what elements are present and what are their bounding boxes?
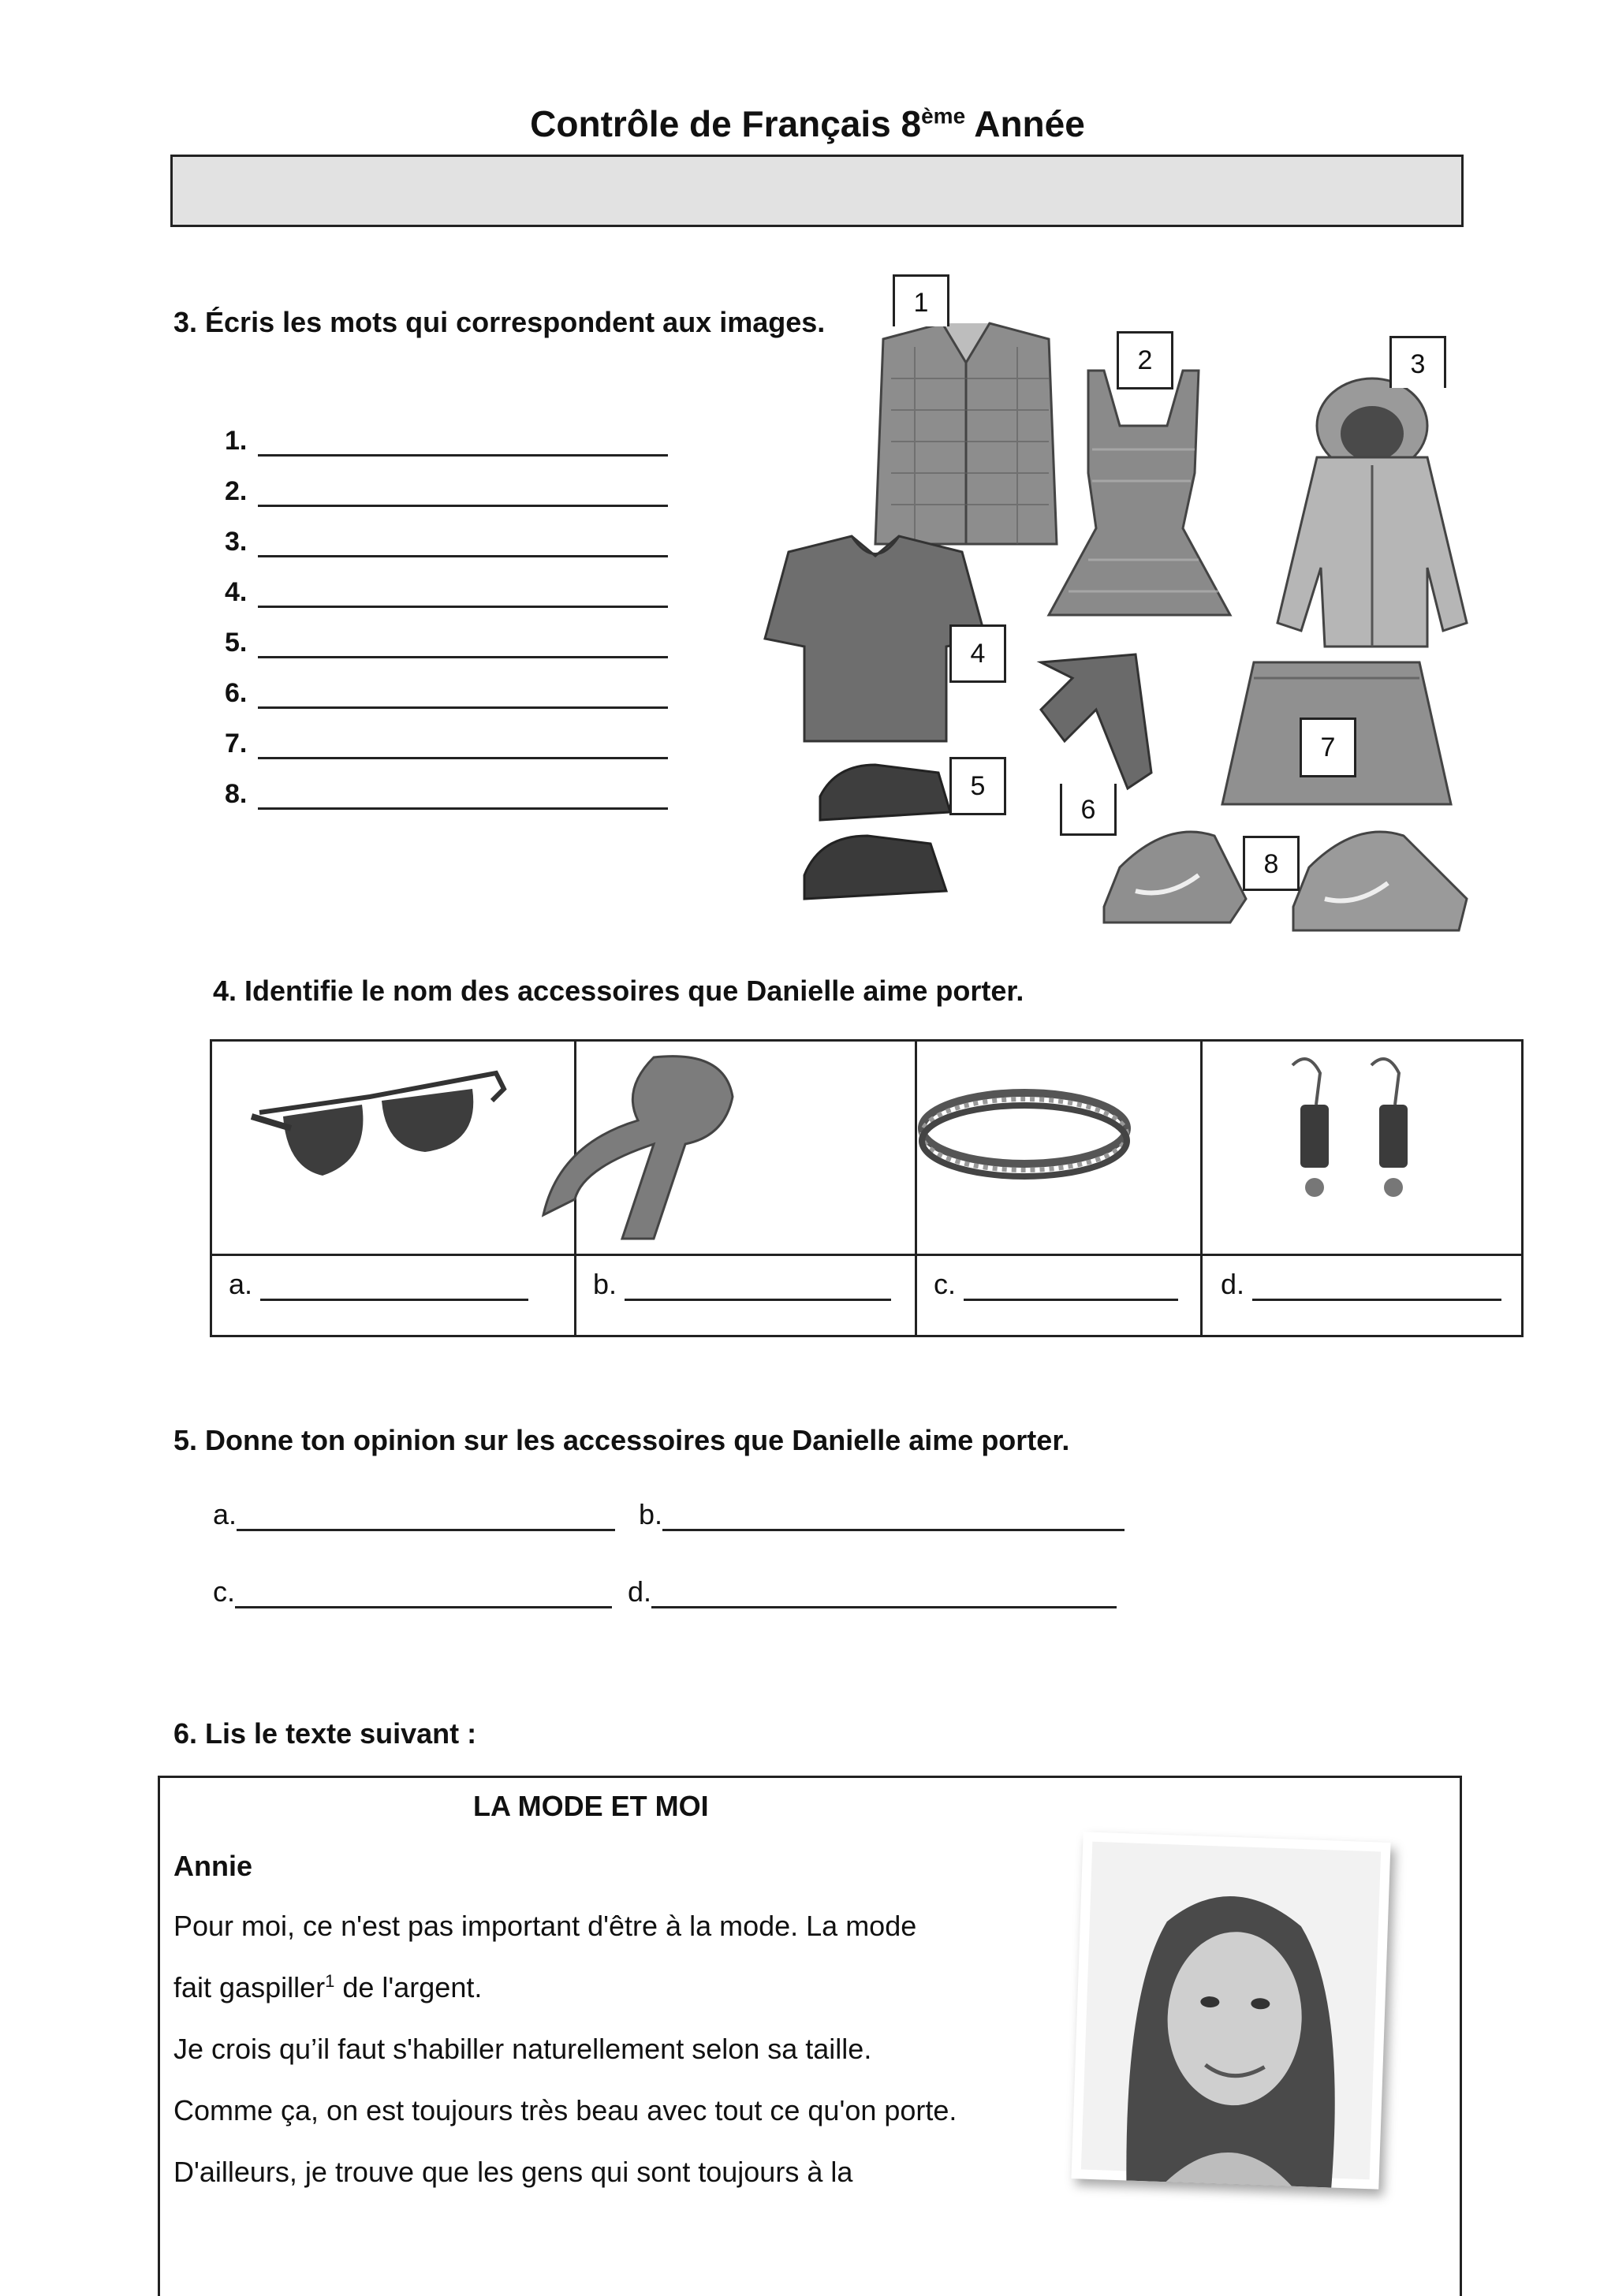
image-tag-8: 8 [1243, 836, 1300, 891]
image-tag-5: 5 [949, 757, 1006, 815]
line-number: 3. [225, 527, 248, 557]
sunglasses-image [252, 1073, 504, 1176]
page-title [0, 102, 1615, 145]
portrait-image [1071, 1832, 1390, 2189]
answer-line-5[interactable] [225, 628, 668, 658]
q3-title: 3. Écris les mots qui correspondent aux images. [173, 306, 826, 338]
text-line-4: Comme ça, on est toujours très beau avec tout ce qu'on porte. [173, 2094, 957, 2126]
line-number: 2. [225, 476, 248, 506]
bracelet-image [922, 1093, 1127, 1176]
image-tag-1: 1 [893, 274, 949, 326]
shirt-image [875, 323, 1057, 544]
title-year: Année [974, 103, 1085, 144]
opinion-line-b[interactable] [639, 1498, 1125, 1531]
accessory-answer-a[interactable] [229, 1268, 528, 1301]
parka-image [1277, 378, 1467, 647]
portrait-photo [1071, 1832, 1390, 2189]
footnote-marker: 1 [325, 1971, 335, 1991]
image-tag-7: 7 [1300, 718, 1356, 777]
table-row-divider [210, 1254, 1524, 1256]
label-b: b. [593, 1268, 617, 1300]
label-d: d. [1221, 1268, 1245, 1300]
answer-line-4[interactable] [225, 577, 668, 608]
dress-image [1049, 371, 1230, 615]
line-number: 1. [225, 426, 248, 456]
title-superscript: ème [921, 103, 966, 129]
text-line-5: D'ailleurs, je trouve que les gens qui sont toujours à la [173, 2156, 853, 2188]
shoes-image [804, 765, 950, 899]
label-d: d. [628, 1575, 652, 1608]
answer-line-2[interactable] [225, 476, 668, 507]
earrings-image [1292, 1059, 1408, 1197]
opinion-line-a[interactable] [213, 1498, 615, 1531]
line-number: 5. [225, 628, 248, 658]
accessory-answer-d[interactable] [1221, 1268, 1501, 1301]
answer-line-7[interactable] [225, 729, 668, 759]
student-info-box[interactable] [170, 155, 1464, 227]
reader-name: Annie [173, 1850, 253, 1882]
image-tag-3: 3 [1389, 336, 1446, 388]
q5-title: 5. Donne ton opinion sur les accessoires que Danielle aime porter. [173, 1424, 1070, 1456]
opinion-line-c[interactable] [213, 1575, 612, 1608]
line-number: 4. [225, 577, 248, 607]
text-fragment: de l'argent. [334, 1971, 483, 2003]
answer-line-3[interactable] [225, 527, 668, 557]
line-number: 8. [225, 779, 248, 809]
q4-title: 4. Identifie le nom des accessoires que Danielle aime porter. [213, 975, 1024, 1007]
line-number: 6. [225, 678, 248, 708]
image-tag-6: 6 [1060, 784, 1117, 836]
text-fragment: fait gaspiller [173, 1971, 326, 2003]
accessory-images [212, 1042, 1521, 1253]
image-tag-2: 2 [1117, 331, 1173, 390]
text-line-2 [173, 1971, 482, 2004]
label-c: c. [934, 1268, 957, 1300]
label-a: a. [229, 1268, 253, 1300]
reading-title: LA MODE ET MOI [473, 1790, 709, 1822]
image-tag-4: 4 [949, 624, 1006, 683]
label-a: a. [213, 1498, 237, 1530]
text-line-3: Je crois qu’il faut s'habiller naturellement selon sa taille. [173, 2033, 872, 2065]
answer-line-6[interactable] [225, 678, 668, 709]
answer-line-8[interactable] [225, 779, 668, 810]
trousers-image [1041, 654, 1151, 788]
label-b: b. [639, 1498, 663, 1530]
opinion-line-d[interactable] [628, 1575, 1117, 1608]
scarf-image [543, 1057, 733, 1239]
accessory-answer-c[interactable] [934, 1268, 1178, 1301]
answer-line-1[interactable] [225, 426, 668, 457]
label-c: c. [213, 1575, 236, 1608]
accessory-answer-b[interactable] [593, 1268, 891, 1301]
line-number: 7. [225, 729, 248, 758]
text-line-1: Pour moi, ce n'est pas important d'être à la mode. La mode [173, 1910, 917, 1942]
title-text: Contrôle de Français 8 [530, 103, 922, 144]
q6-title: 6. Lis le texte suivant : [173, 1717, 477, 1750]
